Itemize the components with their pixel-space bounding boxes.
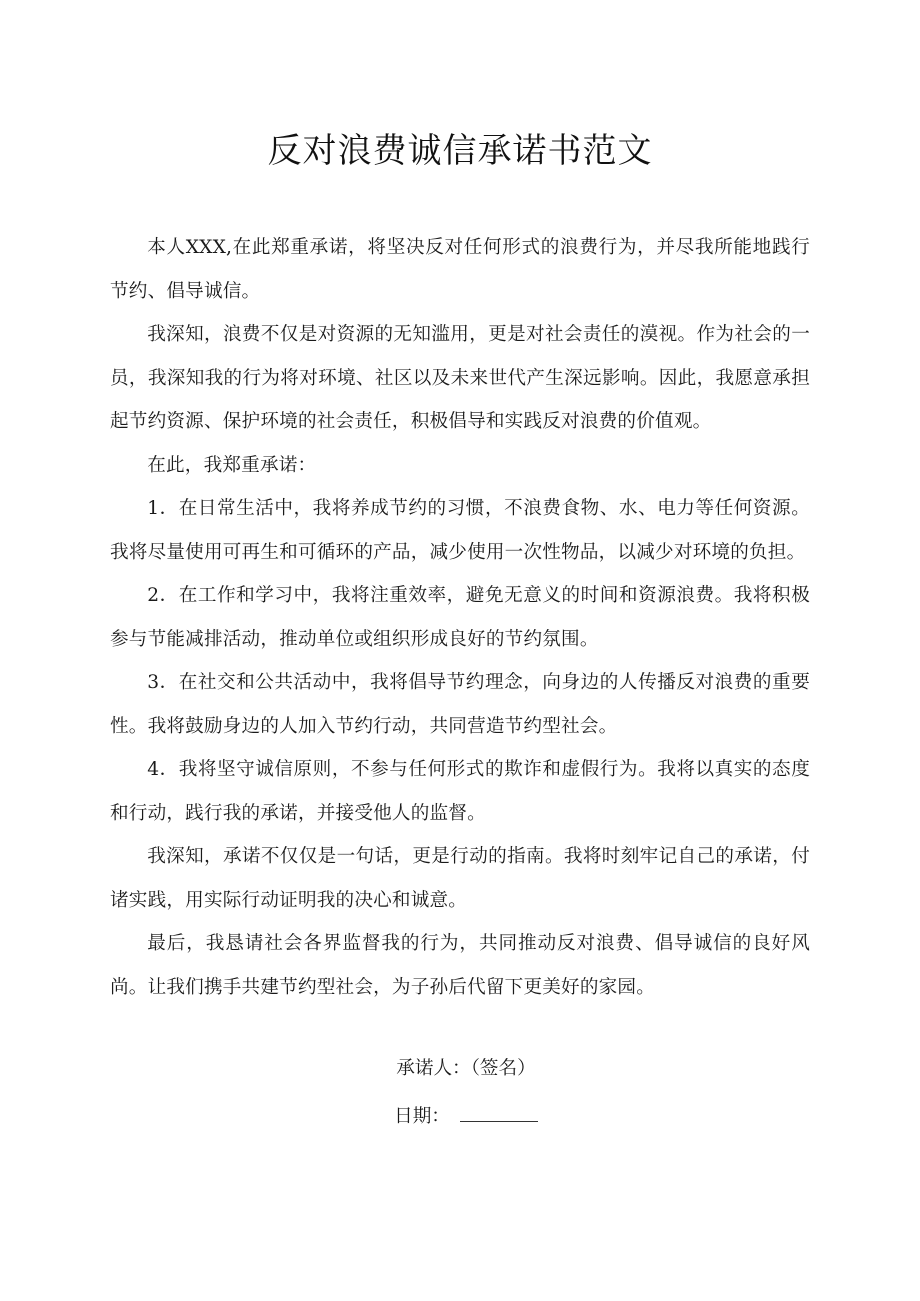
paragraph-pledge-lead: 在此，我郑重承诺： xyxy=(147,454,317,476)
paragraph-intro: 本人XXX,在此郑重承诺，将坚决反对任何形式的浪费行为，并尽我所能地践行节约、倡导诚信。 xyxy=(110,237,810,302)
pledge-item-1: 1．在日常生活中，我将养成节约的习惯，不浪费食物、水、电力等任何资源。我将尽量使用可再生和可循环的产品，减少使用一次性物品，以减少对环境的负担。 xyxy=(110,498,810,563)
paragraph-commitment: 我深知，承诺不仅仅是一句话，更是行动的指南。我将时刻牢记自己的承诺，付诸实践，用实际行动证明我的决心和诚意。 xyxy=(110,846,810,911)
paragraph-closing: 最后，我恳请社会各界监督我的行为，共同推动反对浪费、倡导诚信的良好风尚。让我们携手共建节约型社会，为子孙后代留下更美好的家园。 xyxy=(110,933,810,998)
date-blank xyxy=(460,1101,538,1122)
pledge-item-3: 3．在社交和公共活动中，我将倡导节约理念，向身边的人传播反对浪费的重要性。我将鼓励身边的人加入节约行动，共同营造节约型社会。 xyxy=(110,672,810,737)
date-line xyxy=(0,1101,920,1132)
pledge-item-2: 2．在工作和学习中，我将注重效率，避免无意义的时间和资源浪费。我将积极参与节能减排活动，推动单位或组织形成良好的节约氛围。 xyxy=(110,585,810,650)
document-body xyxy=(110,226,810,1009)
pledge-item-4: 4．我将坚守诚信原则，不参与任何形式的欺诈和虚假行为。我将以真实的态度和行动，践行我的承诺，并接受他人的监督。 xyxy=(110,759,810,824)
date-label: 日期： xyxy=(394,1106,450,1127)
paragraph-awareness: 我深知，浪费不仅是对资源的无知滥用，更是对社会责任的漠视。作为社会的一员，我深知我的行为将对环境、社区以及未来世代产生深远影响。因此，我愿意承担起节约资源、保护环境的社会责任，积极倡导和实践反对浪费的价值观。 xyxy=(110,324,810,432)
signer-line xyxy=(0,1054,920,1084)
signer-label: 承诺人：（签名） xyxy=(396,1058,536,1079)
document-title: 反对浪费诚信承诺书范文 xyxy=(267,131,653,171)
